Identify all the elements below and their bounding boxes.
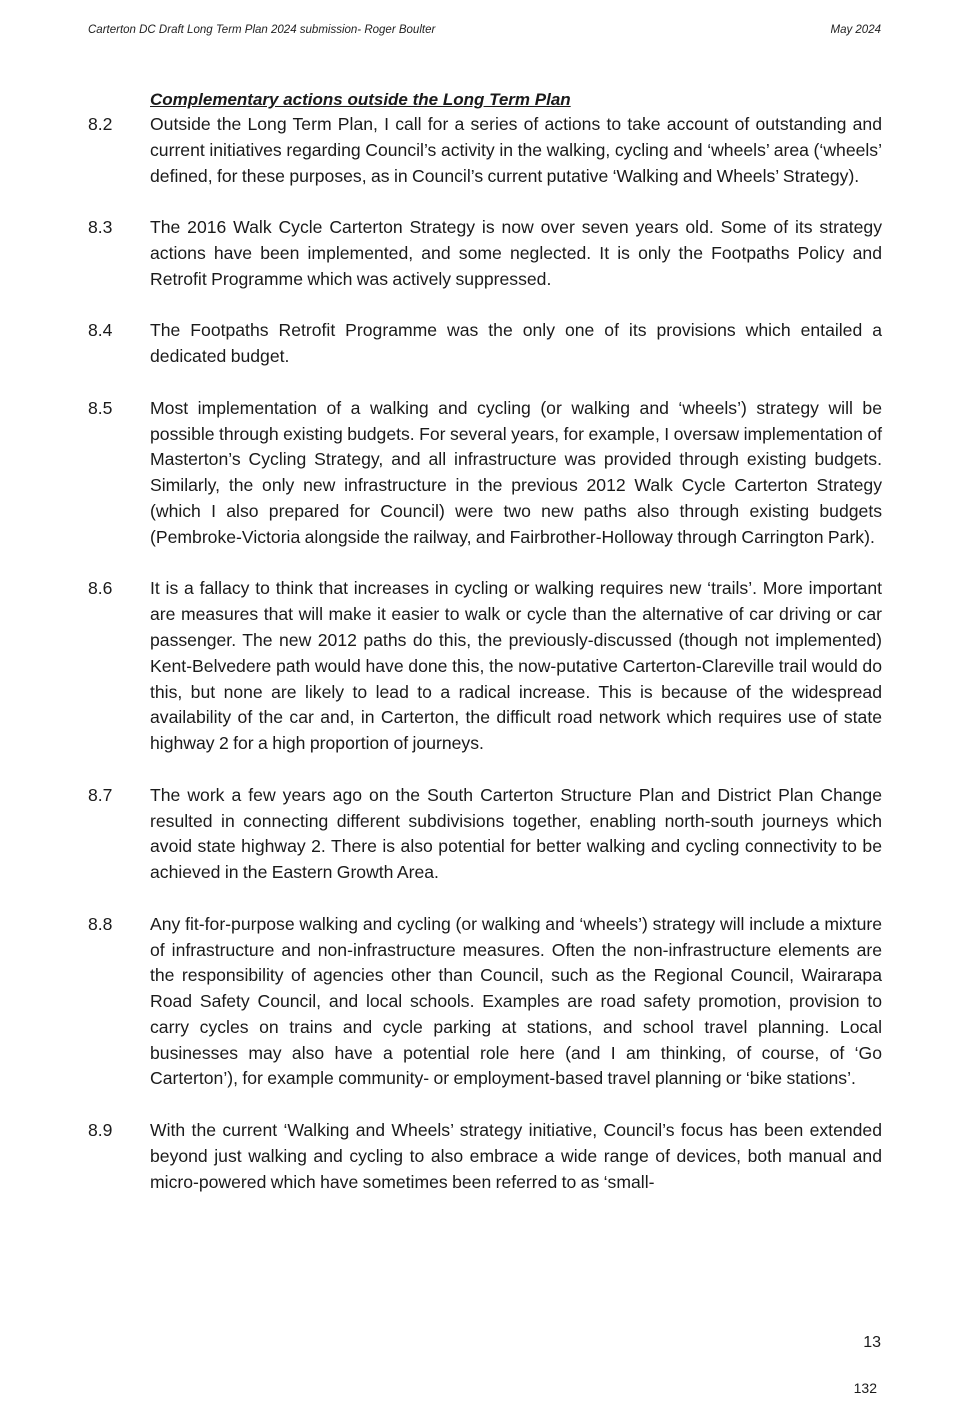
paragraph-text: Outside the Long Term Plan, I call for a series of actions to take account of outstanding and current initiatives regarding Council’s activity in the walking, cycling and ‘wheels’ area (‘wheels’ defined, for these purposes, as in Council’s current putative ‘Walking and Wheels’ Strategy). [150,114,882,186]
paragraph-8-2 [88,112,882,189]
paragraph-8-9 [88,1118,882,1195]
paragraph-text: Any fit-for-purpose walking and cycling (or walking and ‘wheels’) strategy will include a mixture of infrastructure and non-infrastructure measures. Often the non-infrastructure elements are the responsibility of agencies other than Council, such as the Regional Council, Wairarapa Road Safety Council, and local schools. Examples are road safety promotion, provision to carry cycles on trains and cycle parking at stations, and school travel planning. Local businesses may also have a potential role here (and I am thinking, of course, of ‘Go Carterton’), for example community- or employment-based travel planning or ‘bike stations’. [150,913,882,1089]
paragraph-8-5 [88,396,882,551]
paragraph-number: 8.6 [88,578,113,599]
page-number: 13 [863,1334,881,1351]
document-body [88,88,882,1221]
header-title: Carterton DC Draft Long Term Plan 2024 submission- Roger Boulter [88,24,436,36]
paragraph-number: 8.4 [88,320,113,341]
document-page-number: 132 [853,1380,877,1396]
paragraph-8-3 [88,215,882,292]
section-heading: Complementary actions outside the Long Term Plan [150,90,571,109]
paragraph-text: Most implementation of a walking and cycling (or walking and ‘wheels’) strategy will be possible through existing budgets. For several years, for example, I oversaw implementation of Masterton’s Cycling Strategy, and all infrastructure was provided through existing budgets. Similarly, the only new infrastructure in the previous 2012 Walk Cycle Carterton Strategy (which I also prepared for Council) were two new paths also through existing budgets (Pembroke-Victoria alongside the railway, and Fairbrother-Holloway through Carrington Park). [150,397,882,547]
paragraph-number: 8.8 [88,913,113,934]
page-header [88,24,881,40]
paragraph-8-4 [88,318,882,370]
paragraph-text: It is a fallacy to think that increases in cycling or walking requires new ‘trails’. More important are measures that will make it easier to walk or cycle than the alternative of car driving or car passenger. The new 2012 paths do this, the previously-discussed (though not implemented) Kent-Belvedere path would have done this, the now-putative Carterton-Clareville trail would do this, but none are likely to lead to a radical increase. This is because of the widespread availability of the car and, in Carterton, the difficult road network which requires use of state highway 2 for a high proportion of journeys. [150,578,882,754]
paragraph-number: 8.2 [88,114,113,134]
paragraph-text: With the current ‘Walking and Wheels’ strategy initiative, Council’s focus has been extended beyond just walking and cycling to also embrace a wide range of devices, both manual and micro-powered which have sometimes been referred to as ‘small- [150,1120,882,1192]
header-date: May 2024 [830,24,881,36]
paragraph-text: The Footpaths Retrofit Programme was the only one of its provisions which entailed a dedicated budget. [150,320,882,367]
paragraph-number: 8.3 [88,217,113,238]
paragraph-8-7 [88,783,882,886]
paragraph-number: 8.5 [88,397,113,418]
paragraph-number: 8.9 [88,1120,113,1141]
paragraph-number: 8.7 [88,784,113,805]
paragraph-text: The 2016 Walk Cycle Carterton Strategy is now over seven years old. Some of its strategy actions have been implemented, and some neglected. It is only the Footpaths Policy and Retrofit Programme which was actively suppressed. [150,217,882,289]
paragraph-8-6 [88,576,882,757]
paragraph-8-8 [88,912,882,1093]
paragraph-text: The work a few years ago on the South Carterton Structure Plan and District Plan Change resulted in connecting different subdivisions together, enabling north-south journeys which avoid state highway 2. There is also potential for better walking and cycling connectivity to be achieved in the Eastern Growth Area. [150,784,882,883]
